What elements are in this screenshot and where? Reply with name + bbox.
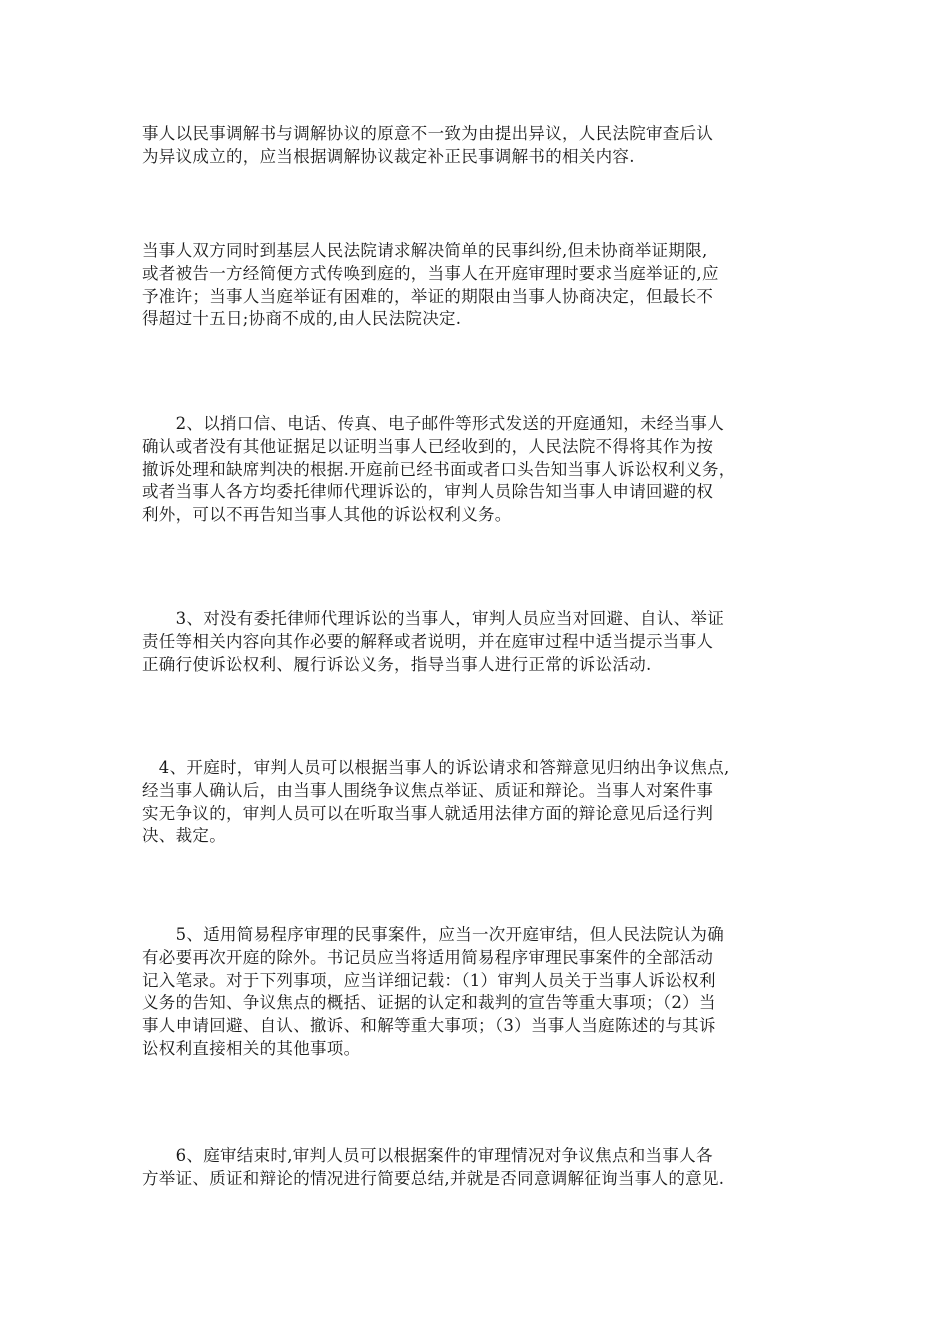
paragraph-line: 利外，可以不再告知当事人其他的诉讼权利义务。 (142, 505, 512, 525)
paragraph-line: 实无争议的，审判人员可以在听取当事人就适用法律方面的辩论意见后迳行判 (142, 803, 714, 823)
paragraph-line: 正确行使诉讼权利、履行诉讼义务，指导当事人进行正常的诉讼活动. (142, 654, 652, 674)
paragraph-line: 义务的告知、争议焦点的概括、证据的认定和裁判的宣告等重大事项；（2）当 (142, 993, 716, 1013)
paragraph-line: 或者被告一方经简便方式传唤到庭的，当事人在开庭审理时要求当庭举证的,应 (142, 263, 719, 283)
paragraph-line: 或者当事人各方均委托律师代理诉讼的，审判人员除告知当事人申请回避的权 (142, 482, 714, 502)
paragraph-2 (142, 240, 814, 331)
paragraph-7 (142, 1145, 814, 1191)
paragraph-line: 予准许；当事人当庭举证有困难的，举证的期限由当事人协商决定，但最长不 (142, 286, 714, 306)
paragraph-line: 有必要再次开庭的除外。书记员应当将适用简易程序审理民事案件的全部活动 (142, 947, 714, 967)
paragraph-line: 2、以捎口信、电话、传真、电子邮件等形式发送的开庭通知，未经当事人 (142, 414, 724, 433)
paragraph-line: 为异议成立的，应当根据调解协议裁定补正民事调解书的相关内容. (142, 146, 635, 166)
paragraph-line: 得超过十五日;协商不成的,由人民法院决定. (142, 309, 462, 329)
paragraph-line: 6、庭审结束时,审判人员可以根据案件的审理情况对争议焦点和当事人各 (142, 1146, 713, 1165)
paragraph-line: 撤诉处理和缺席判决的根据.开庭前已经书面或者口头告知当事人诉讼权利义务， (142, 459, 736, 479)
paragraph-line: 4、开庭时，审判人员可以根据当事人的诉讼请求和答辩意见归纳出争议焦点, (142, 758, 730, 777)
paragraph-line: 责任等相关内容向其作必要的解释或者说明，并在庭审过程中适当提示当事人 (142, 631, 714, 651)
paragraph-4 (142, 608, 814, 676)
paragraph-6 (142, 924, 814, 1061)
paragraph-5 (142, 757, 814, 848)
paragraph-line: 5、适用简易程序审理的民事案件，应当一次开庭审结，但人民法院认为确 (142, 925, 724, 944)
paragraph-line: 讼权利直接相关的其他事项。 (142, 1038, 361, 1058)
paragraph-line: 确认或者没有其他证据足以证明当事人已经收到的，人民法院不得将其作为按 (142, 436, 714, 456)
paragraph-line: 记入笔录。对于下列事项，应当详细记载：（1）审判人员关于当事人诉讼权利 (142, 970, 716, 990)
paragraph-line: 事人以民事调解书与调解协议的原意不一致为由提出异议，人民法院审查后认 (142, 124, 714, 143)
paragraph-line: 当事人双方同时到基层人民法院请求解决简单的民事纠纷,但未协商举证期限, (142, 241, 708, 260)
paragraph-line: 事人申请回避、自认、撤诉、和解等重大事项；（3）当事人当庭陈述的与其诉 (142, 1016, 716, 1036)
paragraph-line: 决、裁定。 (142, 826, 226, 846)
paragraph-line: 经当事人确认后，由当事人围绕争议焦点举证、质证和辩论。当事人对案件事 (142, 780, 714, 800)
paragraph-3 (142, 413, 814, 527)
paragraph-line: 3、对没有委托律师代理诉讼的当事人，审判人员应当对回避、自认、举证 (142, 609, 724, 628)
paragraph-line: 方举证、质证和辩论的情况进行简要总结,并就是否同意调解征询当事人的意见. (142, 1168, 725, 1188)
paragraph-1 (142, 123, 814, 169)
